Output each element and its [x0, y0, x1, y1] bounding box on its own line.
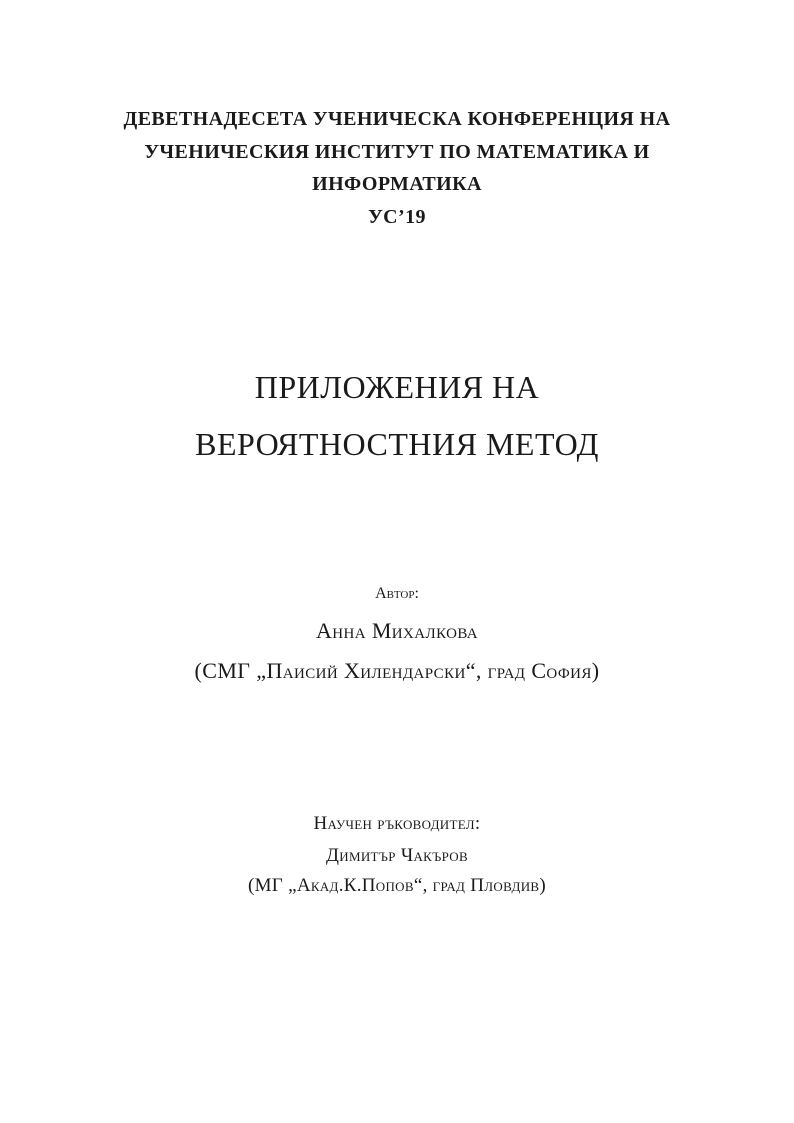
- conference-name-line-2: УЧЕНИЧЕСКИЯ ИНСТИТУТ ПО МАТЕМАТИКА И: [144, 140, 650, 163]
- supervisor-name: Димитър Чакъров: [326, 845, 468, 866]
- conference-name-line-3: ИНФОРМАТИКА: [312, 173, 482, 195]
- paper-title: [0, 359, 794, 473]
- conference-edition: УС’19: [368, 205, 426, 228]
- author-name: Анна Михалкова: [315, 618, 479, 643]
- supervisor-label: Научен ръководител:: [313, 813, 481, 834]
- conference-name-line-1: ДЕВЕТНАДЕСЕТА УЧЕНИЧЕСКА КОНФЕРЕНЦИЯ НА: [123, 108, 671, 130]
- author-affiliation: (СМГ „Паисий Хилендарски“, град София): [194, 658, 600, 683]
- paper-title-line-2: ВЕРОЯТНОСТНИЯ МЕТОД: [195, 426, 599, 462]
- paper-title-line-1: ПРИЛОЖЕНИЯ НА: [254, 369, 540, 405]
- conference-header: [0, 103, 794, 233]
- supervisor-affiliation: (МГ „Акад.К.Попов“, град Пловдив): [247, 875, 547, 896]
- author-label: Автор:: [375, 585, 419, 602]
